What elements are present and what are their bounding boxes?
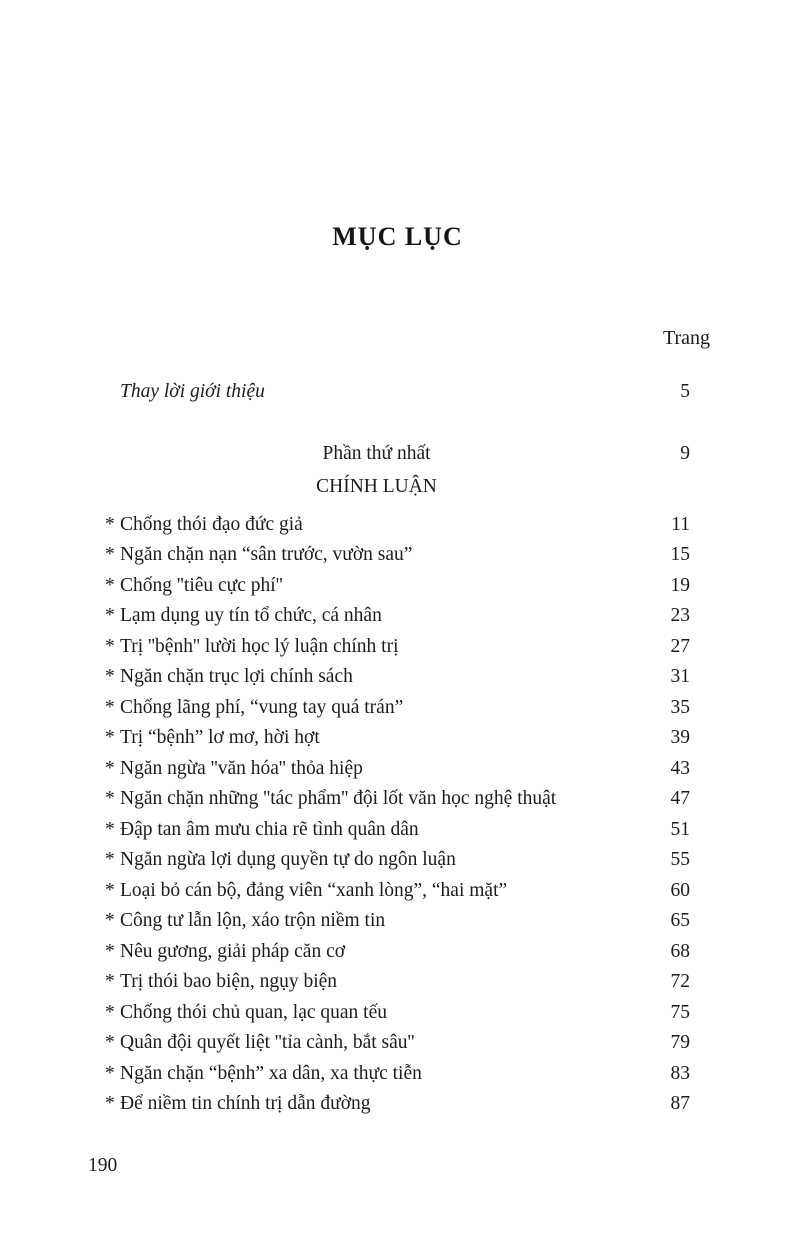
entry-label: Chống thói đạo đức giả <box>120 513 303 535</box>
toc-entry-row <box>105 937 690 968</box>
toc-section-row <box>105 472 690 503</box>
entry-page-number: 65 <box>670 910 690 931</box>
entry-label: Ngăn ngừa lợi dụng quyền tự do ngôn luận <box>120 849 456 870</box>
entry-page-number: 39 <box>670 727 690 748</box>
entry-page-number: 11 <box>671 513 690 535</box>
entry-bullet: * <box>105 666 115 687</box>
entry-label: Quân đội quyết liệt ''tỉa cành, bắt sâu'' <box>120 1032 415 1053</box>
entry-bullet: * <box>105 574 115 596</box>
entry-bullet: * <box>105 910 115 931</box>
entry-page-number: 68 <box>670 940 690 962</box>
entry-bullet: * <box>105 1093 115 1114</box>
entry-label: Trị thói bao biện, ngụy biện <box>120 971 338 992</box>
toc-intro-label: Thay lời giới thiệu <box>120 381 265 402</box>
page-column-header: Trang <box>662 327 710 349</box>
entry-label: Ngăn ngừa ''văn hóa'' thỏa hiệp <box>120 757 363 779</box>
entry-page-number: 55 <box>670 849 690 870</box>
toc-entry-row <box>105 540 690 571</box>
entry-bullet: * <box>105 1032 115 1053</box>
toc-entry-row <box>105 998 690 1029</box>
toc-entry-row <box>105 632 690 663</box>
toc-entry-row <box>105 815 690 846</box>
toc-entry-row <box>105 967 690 998</box>
entry-bullet: * <box>105 940 115 962</box>
entry-label: Trị “bệnh” lơ mơ, hời hợt <box>120 727 320 748</box>
entry-label: Lạm dụng uy tín tổ chức, cá nhân <box>120 605 382 626</box>
part-label: Phần thứ nhất <box>322 442 431 464</box>
toc-entry-row <box>105 723 690 754</box>
entry-bullet: * <box>105 696 115 718</box>
entry-page-number: 72 <box>670 971 690 992</box>
entry-bullet: * <box>105 605 115 626</box>
entry-bullet: * <box>105 818 115 840</box>
entry-label: Ngăn chặn “bệnh” xa dân, xa thực tiễn <box>120 1062 422 1084</box>
toc-entry-row <box>105 1028 690 1059</box>
entry-label: Chống ''tiêu cực phí'' <box>120 574 283 596</box>
entry-bullet: * <box>105 727 115 748</box>
page-title: MỤC LỤC <box>332 222 463 251</box>
section-title: CHÍNH LUẬN <box>316 476 437 497</box>
entry-bullet: * <box>105 635 115 657</box>
entry-bullet: * <box>105 788 115 809</box>
toc-entry-list <box>105 510 690 1120</box>
entry-page-number: 60 <box>670 879 690 901</box>
entry-label: Chống lãng phí, “vung tay quá trán” <box>120 696 404 718</box>
toc-intro-row <box>105 377 690 408</box>
entry-page-number: 79 <box>670 1032 690 1053</box>
entry-page-number: 43 <box>670 757 690 779</box>
entry-page-number: 47 <box>670 788 690 809</box>
entry-bullet: * <box>105 513 115 535</box>
entry-label: Ngăn chặn những ''tác phẩm'' đội lốt văn học nghệ thuật <box>120 788 557 809</box>
entry-page-number: 15 <box>670 544 690 565</box>
toc-entry-row <box>105 784 690 815</box>
entry-label: Nêu gương, giải pháp căn cơ <box>120 940 346 962</box>
entry-page-number: 31 <box>670 666 690 687</box>
entry-label: Ngăn chặn nạn “sân trước, vườn sau” <box>120 544 413 565</box>
toc-entry-row <box>105 601 690 632</box>
entry-page-number: 27 <box>670 635 690 657</box>
entry-page-number: 51 <box>670 818 690 840</box>
footer-page-number: 190 <box>88 1155 118 1176</box>
toc-entry-row <box>105 876 690 907</box>
entry-page-number: 83 <box>670 1062 690 1084</box>
entry-label: Đập tan âm mưu chia rẽ tình quân dân <box>120 818 419 840</box>
toc-entry-row <box>105 845 690 876</box>
entry-label: Ngăn chặn trục lợi chính sách <box>120 666 353 687</box>
toc-entry-row <box>105 906 690 937</box>
toc-intro-page: 5 <box>680 381 690 402</box>
entry-page-number: 19 <box>670 574 690 596</box>
toc-part-row <box>105 439 690 470</box>
entry-page-number: 75 <box>670 1001 690 1023</box>
entry-label: Để niềm tin chính trị dẫn đường <box>120 1093 371 1114</box>
entry-bullet: * <box>105 757 115 779</box>
toc-entry-row <box>105 693 690 724</box>
entry-page-number: 87 <box>670 1093 690 1114</box>
toc-entry-row <box>105 1089 690 1120</box>
entry-bullet: * <box>105 1062 115 1084</box>
toc-entry-row <box>105 571 690 602</box>
entry-bullet: * <box>105 1001 115 1023</box>
toc-entry-row <box>105 510 690 541</box>
entry-label: Chống thói chủ quan, lạc quan tếu <box>120 1001 387 1023</box>
entry-bullet: * <box>105 544 115 565</box>
entry-bullet: * <box>105 879 115 901</box>
entry-label: Loại bỏ cán bộ, đảng viên “xanh lòng”, “hai mặt” <box>120 879 508 901</box>
part-page: 9 <box>680 442 690 464</box>
entry-label: Công tư lẫn lộn, xáo trộn niềm tin <box>120 910 386 931</box>
entry-page-number: 35 <box>670 696 690 718</box>
toc-entry-row <box>105 662 690 693</box>
toc-entry-row <box>105 754 690 785</box>
entry-bullet: * <box>105 849 115 870</box>
entry-label: Trị ''bệnh'' lười học lý luận chính trị <box>120 635 399 657</box>
entry-bullet: * <box>105 971 115 992</box>
toc-entry-row <box>105 1059 690 1090</box>
entry-page-number: 23 <box>670 605 690 626</box>
